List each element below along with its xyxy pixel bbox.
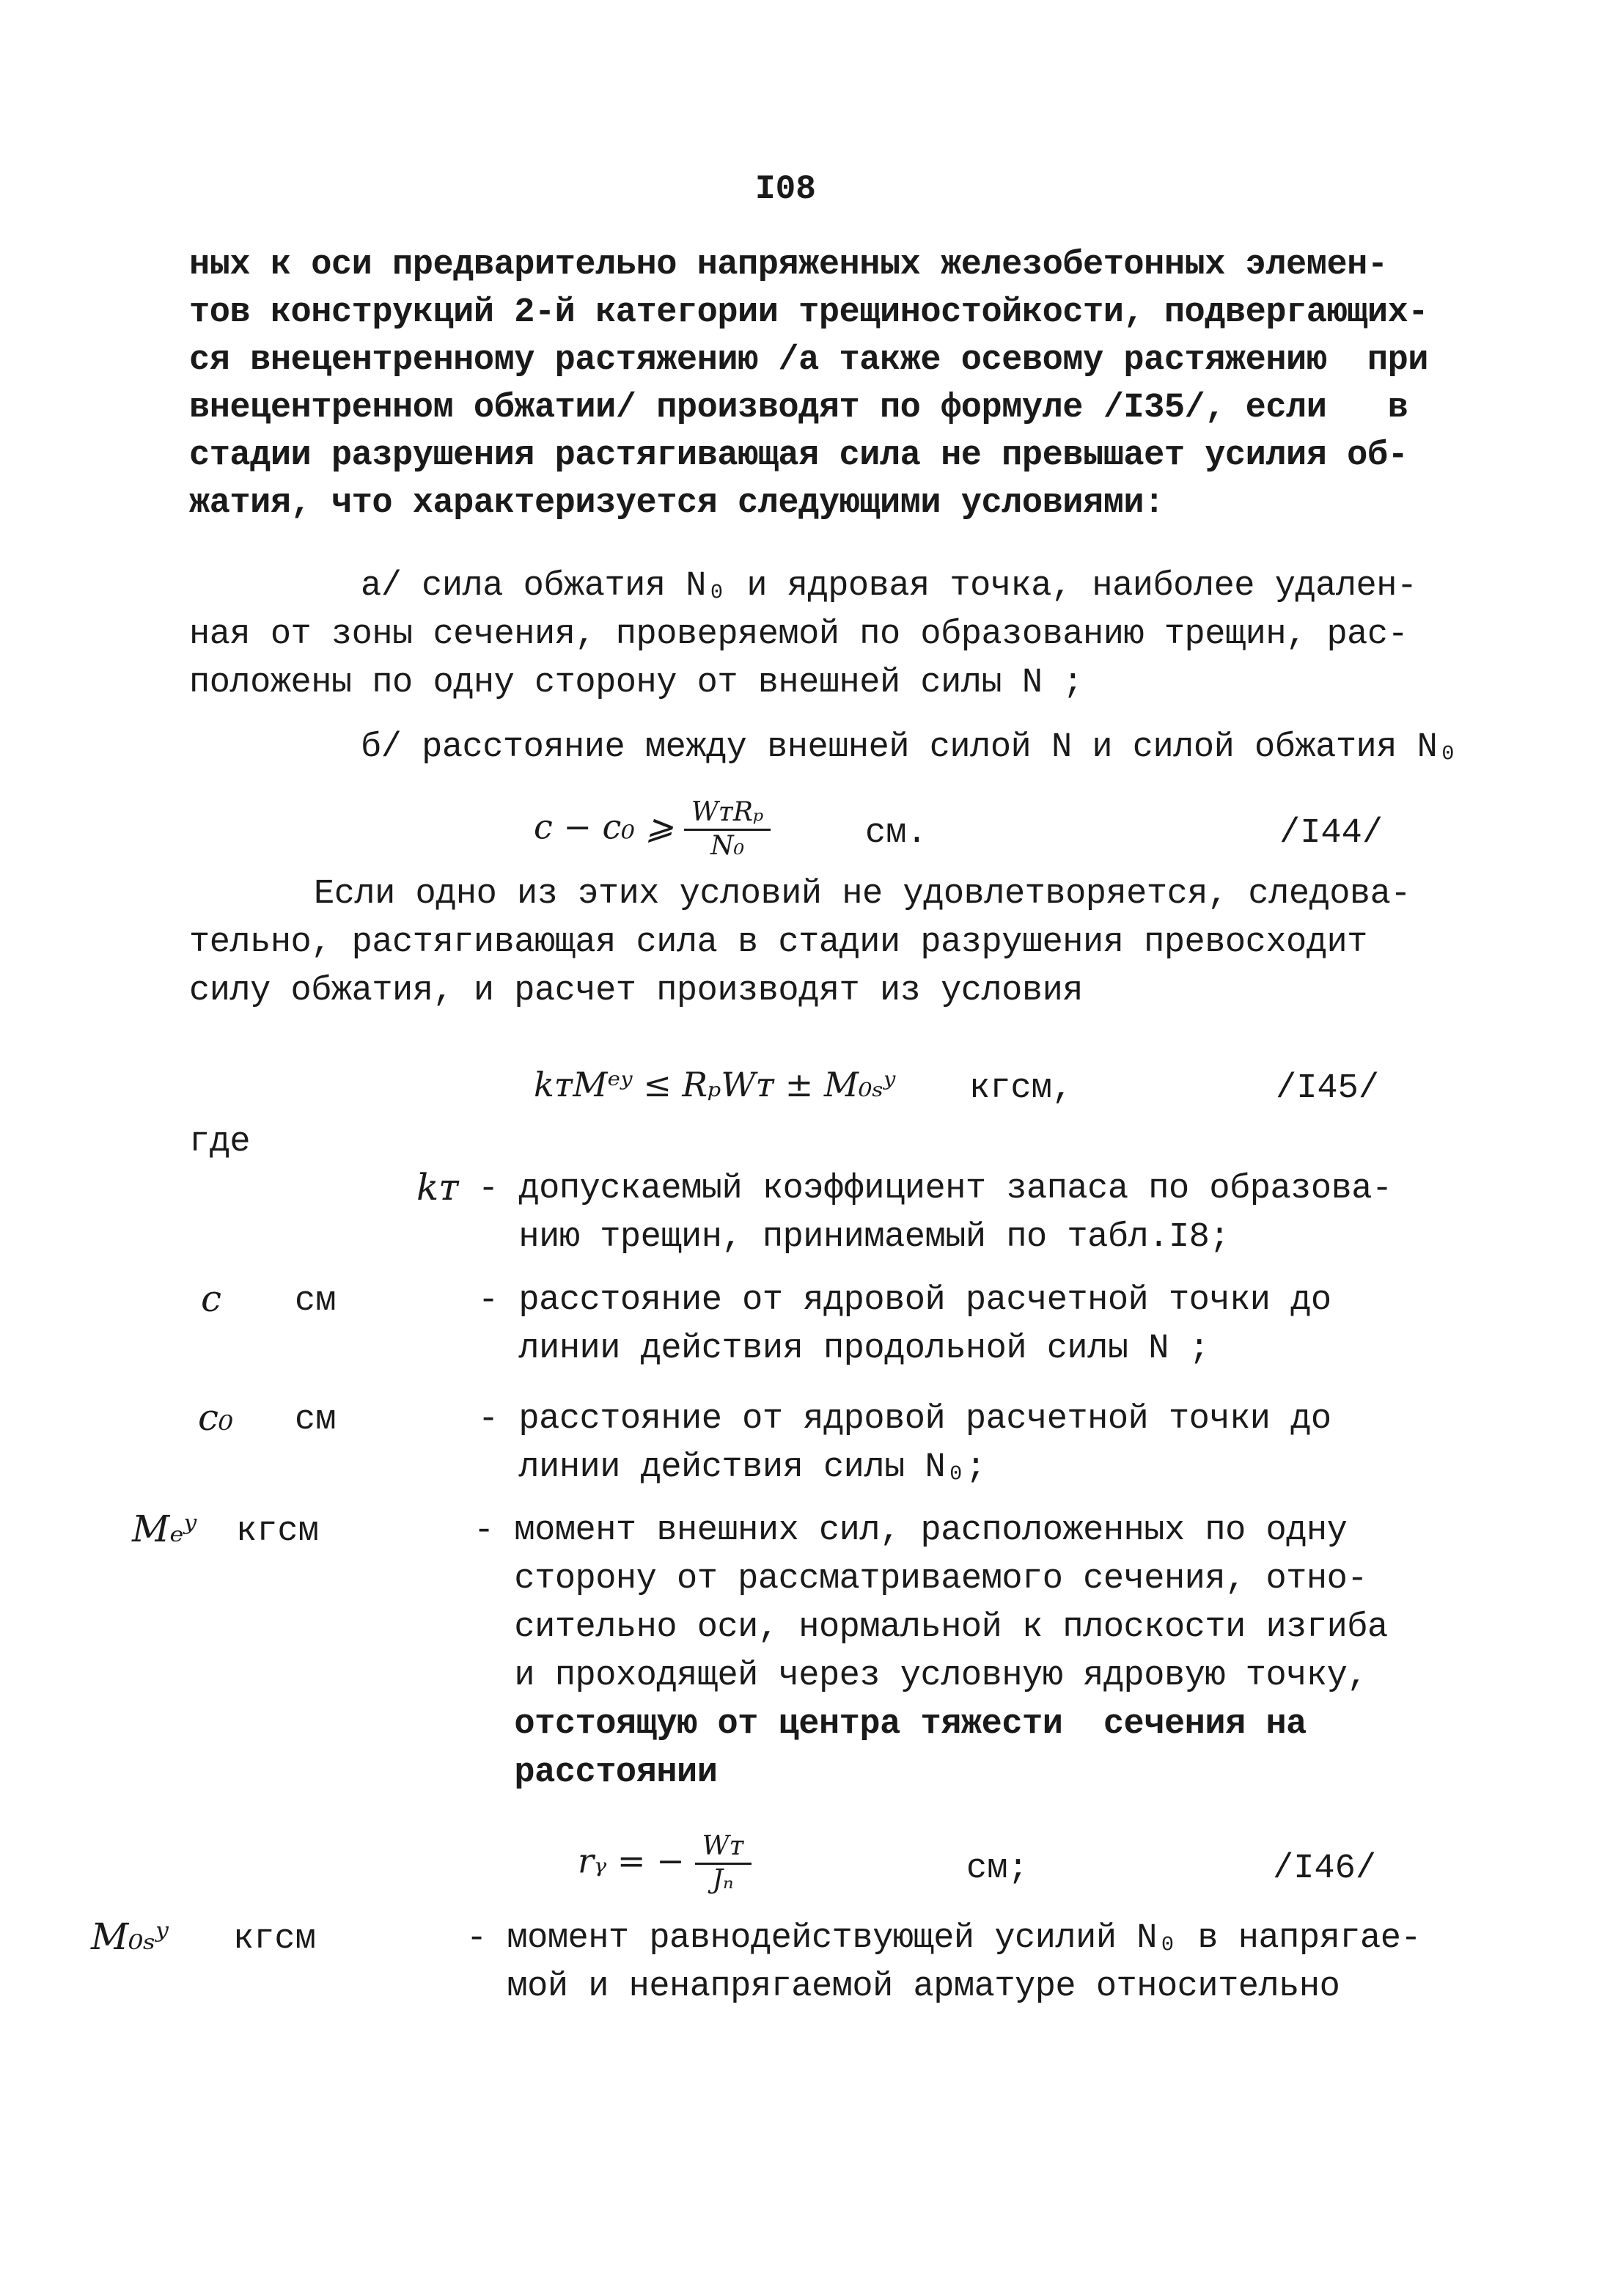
intro-line-4: внецентренном обжатии/ производят по формуле /I35/, если в: [189, 389, 1408, 428]
definition-1-symbol: kᴛ: [416, 1166, 459, 1208]
condition-a-line-2: ная от зоны сечения, проверяемой по образованию трещин, рас-: [189, 615, 1408, 654]
intro-line-1: ных к оси предварительно напряженных железобетонных элемен-: [189, 246, 1388, 285]
equation-144-number: /I44/: [1279, 814, 1384, 853]
definition-4-line-5: отстоящую от центра тяжести сечения на: [474, 1705, 1307, 1744]
last-definition-unit: кгсм: [233, 1920, 316, 1959]
para2-line-1: Если одно из этих условий не удовлетворяется, следова-: [314, 875, 1411, 914]
definition-3-line-1: - расстояние от ядровой расчетной точки до: [478, 1400, 1331, 1439]
condition-a-line-1: а/ сила обжатия N₀ и ядровая точка, наиболее удален-: [361, 567, 1417, 606]
intro-line-3: ся внецентренному растяжению /а также осевому растяжению при: [189, 341, 1428, 380]
definition-3-line-2: линии действия силы N₀;: [478, 1448, 986, 1487]
equation-146-number: /I46/: [1273, 1849, 1377, 1888]
equation-146-unit: см;: [966, 1849, 1029, 1888]
intro-line-2: тов конструкций 2-й категории трещиностойкости, подвергающих-: [189, 293, 1428, 332]
equation-146-lhs: rᵧ = −: [578, 1841, 685, 1881]
equation-145-number: /I45/: [1276, 1069, 1380, 1108]
definition-2-line-2: линии действия продольной силы N ;: [478, 1329, 1210, 1368]
where-label: где: [189, 1123, 251, 1162]
last-definition-line-2: мой и ненапрягаемой арматуре относительно: [466, 1967, 1340, 2006]
definition-2-unit: см: [295, 1282, 337, 1321]
equation-146-numerator: Wᴛ: [695, 1832, 752, 1865]
definition-1-line-2: нию трещин, принимаемый по табл.I8;: [478, 1218, 1230, 1257]
definition-4-line-1: - момент внешних сил, расположенных по одну: [474, 1511, 1348, 1550]
definition-2-symbol: c: [201, 1277, 222, 1320]
equation-145-expression: kᴛMᵉʸ ≤ RₚWᴛ ± M₀ₛʸ: [534, 1065, 896, 1104]
definition-4-line-4: и проходящей через условную ядровую точку,: [474, 1657, 1368, 1695]
last-definition-symbol: M₀ₛʸ: [91, 1915, 169, 1958]
equation-144-lhs: c − c₀ ⩾: [534, 807, 674, 847]
intro-line-5: стадии разрушения растягивающая сила не превышает усилия об-: [189, 436, 1408, 475]
equation-144-denominator: N₀: [710, 831, 745, 861]
equation-146-denominator: Jₙ: [712, 1865, 734, 1895]
intro-line-6: жатия, что характеризуется следующими условиями:: [189, 484, 1164, 523]
definition-2-line-1: - расстояние от ядровой расчетной точки до: [478, 1281, 1331, 1320]
equation-146: [578, 1832, 752, 1896]
definition-4-symbol: Mₑʸ: [132, 1508, 197, 1550]
equation-145-unit: кгсм,: [969, 1069, 1073, 1108]
para2-line-2: тельно, растягивающая сила в стадии разрушения превосходит: [189, 923, 1367, 962]
para2-line-3: силу обжатия, и расчет производят из условия: [189, 972, 1084, 1011]
definition-3-symbol: c₀: [198, 1396, 234, 1439]
condition-a-line-3: положены по одну сторону от внешней силы N ;: [189, 664, 1084, 703]
page-number: I08: [755, 170, 816, 208]
definition-1-line-1: - допускаемый коэффициент запаса по образова-: [478, 1170, 1392, 1208]
definition-3-unit: см: [295, 1401, 337, 1439]
equation-144-unit: см.: [865, 814, 927, 853]
last-definition-line-1: - момент равнодействующей усилий N₀ в напрягае-: [466, 1919, 1422, 1958]
definition-4-unit: кгсм: [236, 1512, 319, 1551]
equation-144-fraction: [684, 798, 771, 862]
definition-4-line-2: сторону от рассматриваемого сечения, отно-: [474, 1560, 1368, 1599]
equation-144: [534, 798, 771, 862]
equation-146-fraction: [695, 1832, 752, 1896]
condition-b-line: б/ расстояние между внешней силой N и силой обжатия N₀: [361, 728, 1458, 767]
definition-4-line-6: расстоянии: [474, 1753, 718, 1792]
equation-144-numerator: WᴛRₚ: [684, 798, 771, 831]
definition-4-line-3: сительно оси, нормальной к плоскости изгиба: [474, 1608, 1388, 1647]
